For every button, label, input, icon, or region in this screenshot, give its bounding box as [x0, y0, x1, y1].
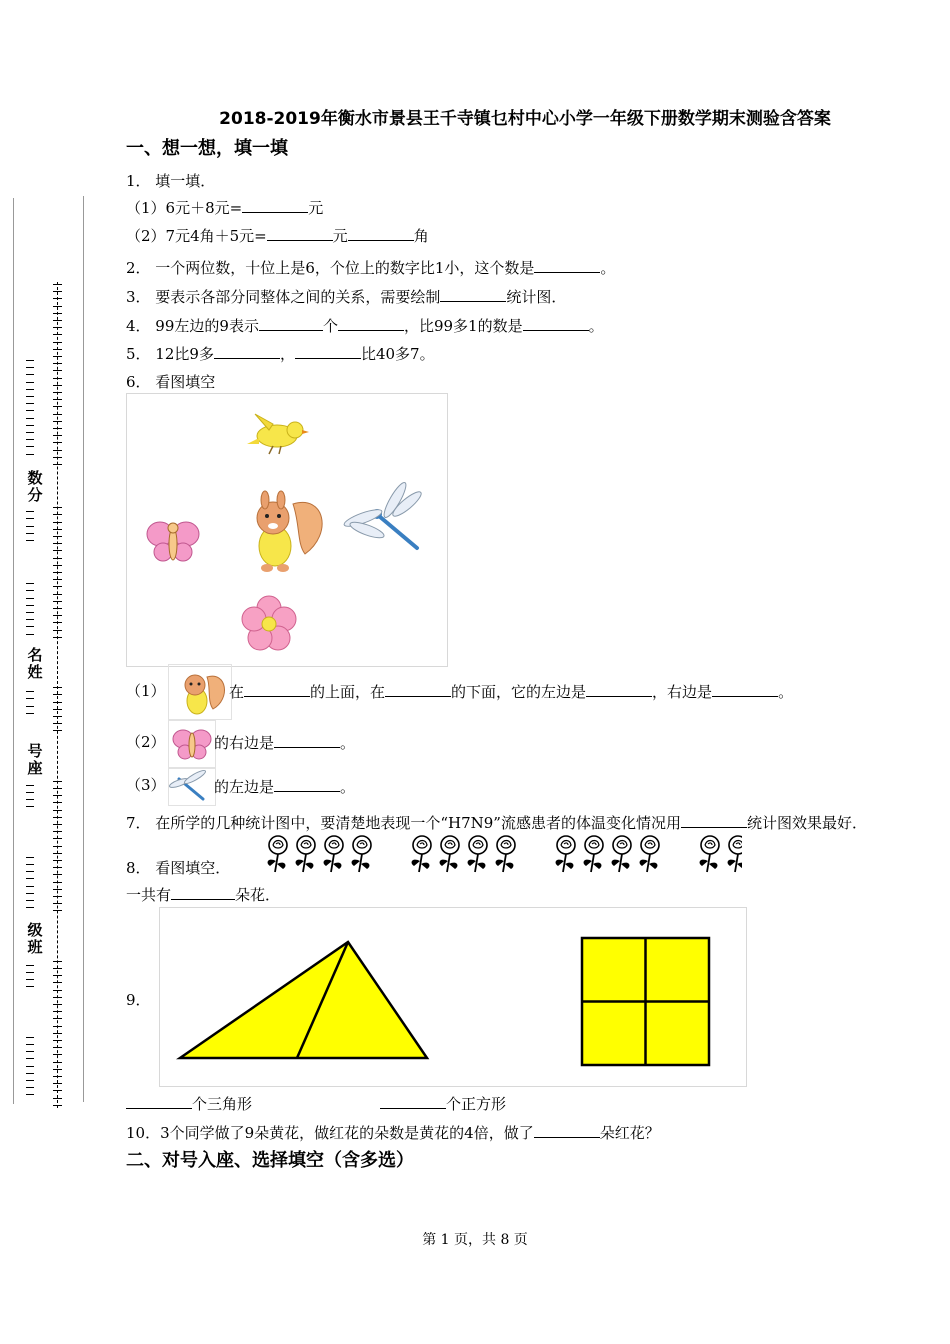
q4: 4． 99左边的9表示 个 ，比99多1的数是 。	[126, 317, 604, 335]
name-label: 名姓	[22, 647, 48, 681]
binding-dash	[53, 694, 62, 695]
binding-dash	[53, 615, 62, 616]
binding-dash	[53, 867, 62, 868]
q6-sub1-text: 在 的上面，在 的下面，它的左边是 ，右边是 。	[229, 683, 794, 701]
q10: 10．3个同学做了9朵黄花，做红花的朵数是黄花的4倍，做了 朵红花？	[126, 1124, 660, 1142]
binding-dash	[26, 634, 34, 635]
binding-dash	[53, 990, 62, 991]
binding-dash	[26, 396, 34, 397]
answer-blank[interactable]	[171, 884, 235, 900]
binding-dash	[53, 414, 62, 415]
binding-dash	[53, 608, 62, 609]
binding-dash	[53, 442, 62, 443]
binding-dash	[53, 788, 62, 789]
answer-blank[interactable]	[586, 681, 652, 697]
binding-dash	[26, 583, 34, 584]
binding-dash	[53, 1054, 62, 1055]
binding-dash	[53, 363, 62, 364]
binding-dash	[53, 529, 62, 530]
binding-dash	[53, 1062, 62, 1063]
binding-dash	[53, 961, 62, 962]
binding-dash	[53, 399, 62, 400]
binding-dash	[53, 874, 62, 875]
rose-icon	[612, 836, 631, 872]
q9-shapes-picture	[159, 907, 747, 1087]
answer-blank[interactable]	[295, 343, 361, 359]
answer-blank[interactable]	[242, 197, 308, 213]
binding-dash	[53, 291, 62, 292]
binding-dash	[53, 781, 62, 782]
binding-dash	[26, 374, 34, 375]
binding-dash	[53, 896, 62, 897]
q9-answers: 个三角形 个正方形	[126, 1093, 506, 1114]
binding-dash	[53, 709, 62, 710]
binding-dash	[53, 334, 62, 335]
binding-dash	[53, 824, 62, 825]
binding-dash	[53, 464, 62, 465]
binding-dash	[26, 1087, 34, 1088]
binding-dash	[53, 802, 62, 803]
binding-dash	[26, 1094, 34, 1095]
answer-blank[interactable]	[267, 225, 333, 241]
answer-blank[interactable]	[338, 315, 404, 331]
q2: 2． 一个两位数，十位上是6，个位上的数字比1小，这个数是 。	[126, 259, 616, 277]
q5: 5． 12比9多 ， 比40多7。	[126, 345, 435, 363]
binding-dash	[26, 446, 34, 447]
binding-dash	[53, 349, 62, 350]
rose-icon	[640, 836, 659, 872]
rose-icon	[496, 836, 515, 872]
binding-dash	[53, 543, 62, 544]
answer-blank[interactable]	[523, 315, 589, 331]
q3: 3． 要表示各部分同整体之间的关系，需要绘制 统计图．	[126, 288, 567, 306]
binding-dash	[53, 1069, 62, 1070]
binding-dash	[26, 965, 34, 966]
binding-dash	[26, 1073, 34, 1074]
q1-part2: （2）7元4角＋5元= 元 角	[126, 227, 429, 245]
binding-dash	[53, 594, 62, 595]
binding-dash	[26, 979, 34, 980]
squirrel-icon	[257, 491, 322, 572]
rose-icon	[468, 836, 487, 872]
q1-stem: 1． 填一填．	[126, 172, 216, 190]
binding-dash	[26, 691, 34, 692]
binding-dash	[26, 1066, 34, 1067]
binding-dash	[26, 382, 34, 383]
answer-blank[interactable]	[385, 681, 451, 697]
q6-sub2: （2）	[126, 733, 166, 751]
score-label: 数分	[22, 470, 48, 504]
q6-sub3: （3）	[126, 776, 166, 794]
answer-blank[interactable]	[274, 776, 340, 792]
answer-blank[interactable]	[534, 1122, 600, 1138]
binding-dash	[26, 799, 34, 800]
binding-dash	[26, 857, 34, 858]
binding-dash	[53, 457, 62, 458]
binding-dash	[26, 886, 34, 887]
binding-dash	[53, 716, 62, 717]
answer-blank[interactable]	[712, 681, 778, 697]
binding-dash	[53, 1018, 62, 1019]
binding-dash	[26, 1080, 34, 1081]
squirrel-thumbnail	[168, 664, 232, 720]
bird-icon	[247, 414, 309, 454]
binding-dash	[26, 1044, 34, 1045]
binding-dash	[26, 713, 34, 714]
binding-dash	[26, 403, 34, 404]
binding-dash	[26, 425, 34, 426]
page-number: 第 1 页，共 8 页	[422, 1232, 528, 1248]
seat-number-label: 号座	[22, 743, 48, 777]
binding-dash	[53, 450, 62, 451]
rose-icon	[728, 836, 742, 872]
binding-dash	[53, 622, 62, 623]
binding-dash	[26, 907, 34, 908]
binding-dash	[26, 864, 34, 865]
binding-dash	[26, 785, 34, 786]
binding-dash	[53, 370, 62, 371]
binding-dash	[26, 626, 34, 627]
binding-dash	[53, 910, 62, 911]
q7: 7． 在所学的几种统计图中，要清楚地表现一个“H7N9”流感患者的体温变化情况用 统计图效果最好．	[126, 814, 867, 832]
rose-icon	[296, 836, 315, 872]
answer-blank[interactable]	[126, 1093, 192, 1109]
q6-sub1: （1）	[126, 682, 166, 700]
binding-dash	[53, 1047, 62, 1048]
binding-dash	[53, 795, 62, 796]
binding-dash	[53, 630, 62, 631]
answer-blank[interactable]	[534, 257, 600, 273]
binding-dash	[53, 975, 62, 976]
binding-dash	[53, 385, 62, 386]
binding-dash	[26, 590, 34, 591]
binding-dash	[26, 526, 34, 527]
answer-blank[interactable]	[440, 286, 506, 302]
binding-dash	[53, 1083, 62, 1084]
binding-dash	[53, 558, 62, 559]
binding-dash	[53, 320, 62, 321]
binding-dash	[26, 418, 34, 419]
answer-blank[interactable]	[274, 732, 340, 748]
rose-icon	[268, 836, 287, 872]
binding-dash	[53, 810, 62, 811]
binding-dash	[26, 360, 34, 361]
binding-dash	[26, 533, 34, 534]
answer-blank[interactable]	[244, 681, 310, 697]
squirrel-icon	[169, 665, 231, 719]
binding-dash	[26, 619, 34, 620]
binding-dash	[26, 900, 34, 901]
binding-dash	[26, 706, 34, 707]
binding-dash	[26, 792, 34, 793]
butterfly-icon	[147, 522, 199, 561]
binding-dash	[53, 284, 62, 285]
binding-dash	[53, 550, 62, 551]
binding-dash	[53, 601, 62, 602]
dragonfly-icon	[342, 480, 424, 548]
binding-dash	[53, 313, 62, 314]
binding-dash	[53, 982, 62, 983]
binding-dash	[53, 327, 62, 328]
binding-dash	[53, 435, 62, 436]
binding-dash	[26, 540, 34, 541]
binding-dash	[26, 439, 34, 440]
q8-flowers-picture	[260, 833, 742, 873]
rose-icon	[700, 836, 719, 872]
q8-stem: 8． 看图填空．	[126, 859, 231, 877]
binding-dash	[53, 860, 62, 861]
q8-answer: 一共有 朵花．	[126, 886, 281, 904]
binding-dash	[53, 565, 62, 566]
square-shape	[582, 938, 709, 1065]
binding-dash	[26, 806, 34, 807]
rose-icon	[556, 836, 575, 872]
q9-number: 9．	[126, 991, 151, 1009]
binding-dash	[26, 612, 34, 613]
binding-dash	[53, 882, 62, 883]
triangle-shape	[180, 942, 427, 1058]
binding-dash	[53, 687, 62, 688]
binding-dash	[53, 1011, 62, 1012]
binding-dash	[53, 1090, 62, 1091]
binding-dash	[53, 968, 62, 969]
binding-dash	[53, 356, 62, 357]
butterfly-thumbnail	[168, 720, 216, 768]
binding-dash	[26, 972, 34, 973]
binding-dash	[26, 367, 34, 368]
binding-dash	[53, 831, 62, 832]
section-1-heading: 一、想一想，填一填	[126, 138, 288, 159]
binding-dash	[53, 536, 62, 537]
binding-dash	[26, 698, 34, 699]
binding-dash	[26, 878, 34, 879]
rose-icon	[412, 836, 431, 872]
flower-icon	[242, 596, 296, 650]
binding-dash	[53, 1033, 62, 1034]
binding-dash	[53, 514, 62, 515]
binding-dash	[26, 1051, 34, 1052]
binding-dash	[53, 378, 62, 379]
binding-dash	[53, 572, 62, 573]
binding-dash	[53, 853, 62, 854]
binding-dash	[26, 986, 34, 987]
binding-dash	[53, 1105, 62, 1106]
page-title: 2018-2019年衡水市景县王千寺镇乜村中心小学一年级下册数学期末测验含答案	[219, 109, 831, 129]
binding-dash	[26, 454, 34, 455]
binding-dash	[26, 511, 34, 512]
answer-blank[interactable]	[348, 225, 414, 241]
binding-dash	[53, 637, 62, 638]
binding-dash	[53, 1026, 62, 1027]
q6-stem: 6． 看图填空	[126, 373, 216, 391]
binding-dash	[53, 522, 62, 523]
binding-dash	[53, 421, 62, 422]
dragonfly-icon	[169, 769, 215, 805]
q6-sub2-text: 的右边是 。	[214, 734, 356, 752]
binding-dash	[26, 598, 34, 599]
binding-dash	[53, 903, 62, 904]
answer-blank[interactable]	[214, 343, 280, 359]
q6-animal-picture	[126, 393, 448, 667]
binding-dash	[53, 723, 62, 724]
binding-dash	[53, 889, 62, 890]
dragonfly-thumbnail	[168, 768, 216, 806]
binding-dash	[26, 1037, 34, 1038]
binding-dash	[53, 1004, 62, 1005]
binding-dash	[53, 817, 62, 818]
binding-dash	[53, 586, 62, 587]
binding-dash	[53, 428, 62, 429]
binding-dash	[26, 410, 34, 411]
binding-dash	[26, 893, 34, 894]
binding-dash	[53, 997, 62, 998]
binding-dash	[26, 432, 34, 433]
binding-dash	[26, 605, 34, 606]
binding-dash	[53, 838, 62, 839]
section-2-heading: 二、对号入座、选择填空（含多选）	[126, 1150, 414, 1171]
binding-dash	[53, 406, 62, 407]
binding-dash	[53, 392, 62, 393]
answer-blank[interactable]	[380, 1093, 446, 1109]
binding-dash	[53, 1098, 62, 1099]
binding-dash	[53, 846, 62, 847]
q6-sub3-text: 的左边是 。	[214, 778, 356, 796]
rose-icon	[324, 836, 343, 872]
binding-dash	[26, 518, 34, 519]
binding-dash	[53, 1040, 62, 1041]
rose-icon	[440, 836, 459, 872]
binding-dash	[53, 306, 62, 307]
answer-blank[interactable]	[681, 812, 747, 828]
class-label: 级班	[22, 922, 48, 956]
binding-dash	[26, 871, 34, 872]
binding-dash	[53, 730, 62, 731]
q1-part1: （1）6元＋8元= 元	[126, 199, 324, 217]
binding-dash	[53, 1076, 62, 1077]
binding-dash	[53, 507, 62, 508]
binding-dash	[53, 702, 62, 703]
rose-icon	[584, 836, 603, 872]
answer-blank[interactable]	[259, 315, 323, 331]
binding-dash	[53, 579, 62, 580]
butterfly-icon	[169, 721, 215, 767]
binding-dash	[53, 342, 62, 343]
rose-icon	[352, 836, 371, 872]
binding-dash	[26, 389, 34, 390]
binding-dash	[26, 1058, 34, 1059]
binding-dash	[53, 298, 62, 299]
